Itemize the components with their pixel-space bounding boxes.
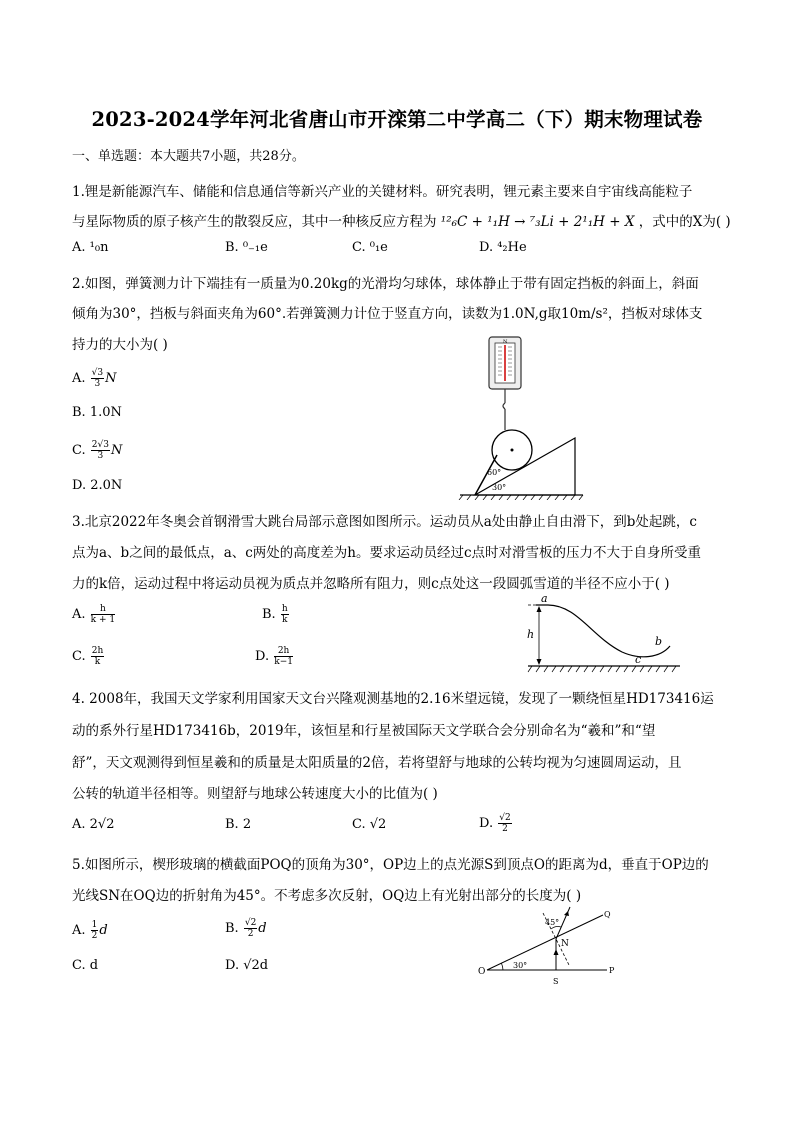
q5-line1: 5.如图所示，楔形玻璃的横截面POQ的顶角为30°，OP边上的点光源S到顶点O的距离为d，垂直于OP边的 bbox=[72, 857, 709, 873]
q2-option-c[interactable] bbox=[72, 440, 122, 461]
q3-option-d-label: D. bbox=[255, 649, 270, 664]
q4-option-d-denominator: 2 bbox=[502, 824, 508, 834]
q4-option-d[interactable] bbox=[479, 813, 513, 834]
q1-equation: ¹²₆C + ¹₁H → ⁷₃Li + 2¹₁H + X bbox=[440, 214, 635, 230]
q4-line3: 舒”，天文观测得到恒星羲和的质量是太阳质量的2倍，若将望舒与地球的公转均视为匀速圆周运动，且 bbox=[72, 755, 682, 771]
q3-line3: 力的k倍，运动过程中将运动员视为质点并忽略所有阻力，则c点处这一段圆弧雪道的半径不应小于( ) bbox=[72, 576, 670, 592]
section-heading: 一、单选题：本大题共7小题，共28分。 bbox=[72, 149, 305, 164]
q5-figure bbox=[475, 903, 625, 993]
height-h-label: h bbox=[527, 628, 535, 641]
point-c-label: c bbox=[635, 653, 642, 666]
q2-line1: 2.如图，弹簧测力计下端挂有一质量为0.20kg的光滑均匀球体，球体静止于带有固定挡板的斜面上，斜面 bbox=[72, 276, 699, 292]
q5-option-a-label: A. bbox=[72, 923, 86, 938]
height-arrow-top bbox=[537, 606, 542, 612]
q3-option-a-numerator: h bbox=[91, 604, 115, 615]
q4-option-d-numerator: √2 bbox=[499, 813, 511, 823]
point-b-label: b bbox=[655, 635, 663, 648]
label-P: P bbox=[609, 966, 615, 975]
q5-option-b-fraction bbox=[244, 918, 257, 939]
q3-option-c-fraction bbox=[91, 646, 105, 667]
q3-option-c-denominator: k bbox=[94, 657, 101, 667]
label-Q: Q bbox=[604, 910, 611, 919]
q2-option-c-denominator: 3 bbox=[97, 451, 104, 461]
q4-option-a[interactable]: A. 2√2 bbox=[72, 817, 115, 832]
q2-figure bbox=[455, 335, 590, 500]
q3-option-b-fraction bbox=[281, 604, 289, 625]
q5-line2: 光线SN在OQ边的折射角为45°。不考虑多次反射，OQ边上有光射出部分的长度为( ) bbox=[72, 888, 582, 904]
q2-line3: 持力的大小为( ) bbox=[72, 337, 168, 353]
q2-option-a[interactable] bbox=[72, 368, 117, 389]
label-O: O bbox=[478, 967, 486, 977]
spring-scale bbox=[489, 337, 521, 409]
q3-option-c-numerator: 2h bbox=[91, 646, 104, 656]
q1-option-d[interactable]: D. ⁴₂He bbox=[479, 240, 527, 255]
q5-option-a-unit: d bbox=[99, 923, 108, 938]
q2-option-d[interactable]: D. 2.0N bbox=[72, 478, 123, 493]
angle-60-label: 60° bbox=[487, 468, 502, 477]
q3-option-d-numerator: 2h bbox=[274, 646, 293, 657]
q1-line2 bbox=[72, 210, 731, 230]
q1-line2-end: ，式中的X为( ) bbox=[638, 214, 731, 230]
q3-option-d-fraction bbox=[274, 646, 293, 667]
q5-option-b-unit: d bbox=[258, 921, 267, 936]
height-arrow-bottom bbox=[537, 659, 542, 665]
q1-option-c[interactable]: C. ⁰₁e bbox=[352, 240, 388, 255]
label-N: N bbox=[561, 939, 569, 949]
q5-option-d[interactable]: D. √2d bbox=[225, 958, 269, 973]
q2-option-a-fraction bbox=[91, 368, 104, 389]
q3-option-b-numerator: h bbox=[281, 604, 288, 614]
angle-30-arc bbox=[502, 964, 504, 971]
q2-option-b[interactable]: B. 1.0N bbox=[72, 405, 122, 420]
q3-option-a[interactable] bbox=[72, 604, 116, 625]
q5-option-b-label: B. bbox=[225, 921, 239, 936]
q1-line1: 1.锂是新能源汽车、储能和信息通信等新兴产业的关键材料。研究表明，锂元素主要来自宇宙线高能粒子 bbox=[72, 184, 693, 200]
q2-option-c-fraction bbox=[91, 440, 110, 461]
q2-option-c-unit: N bbox=[110, 443, 123, 458]
q2-option-c-numerator: 2√3 bbox=[91, 440, 109, 450]
label-S: S bbox=[553, 977, 559, 986]
scale-unit-label: N bbox=[503, 339, 508, 345]
angle-30-label: 30° bbox=[492, 483, 507, 492]
q4-line1: 4. 2008年，我国天文学家利用国家天文台兴隆观测基地的2.16米望远镜，发现了一颗绕恒星HD173416运 bbox=[72, 691, 714, 707]
q5-option-b-denominator: 2 bbox=[247, 929, 254, 939]
q3-figure bbox=[522, 592, 687, 680]
q4-option-b[interactable]: B. 2 bbox=[225, 817, 252, 832]
q5-option-a-fraction bbox=[91, 920, 99, 941]
label-angle-45: 45° bbox=[545, 918, 560, 927]
q1-line2-text: 与星际物质的原子核产生的散裂反应，其中一种核反应方程为 bbox=[72, 214, 437, 230]
q2-option-a-numerator: √3 bbox=[91, 368, 104, 378]
q3-line1: 3.北京2022年冬奥会首钢滑雪大跳台局部示意图如图所示。运动员从a处由静止自由滑下，到b处起跳，c bbox=[72, 514, 697, 530]
q3-option-a-fraction bbox=[91, 604, 115, 625]
q3-option-c-label: C. bbox=[72, 649, 86, 664]
q4-option-d-fraction bbox=[498, 813, 511, 834]
q3-option-b-label: B. bbox=[262, 607, 276, 622]
page-title: 2023-2024学年河北省唐山市开滦第二中学高二（下）期末物理试卷 bbox=[91, 108, 703, 131]
q3-option-a-denominator: k + 1 bbox=[90, 615, 116, 625]
q3-option-d-denominator: k−1 bbox=[274, 657, 293, 667]
label-angle-30: 30° bbox=[513, 961, 528, 970]
ball-center bbox=[511, 449, 514, 452]
q1-option-a[interactable]: A. ¹₀n bbox=[72, 240, 109, 255]
q2-option-a-denominator: 3 bbox=[94, 379, 101, 389]
ray-SN-arrow bbox=[554, 949, 559, 955]
q3-option-d[interactable] bbox=[255, 646, 294, 667]
q4-option-c[interactable]: C. √2 bbox=[352, 817, 387, 832]
q5-option-b-numerator: √2 bbox=[244, 918, 257, 928]
q5-option-a-denominator: 2 bbox=[91, 931, 98, 941]
q5-option-c[interactable]: C. d bbox=[72, 958, 99, 973]
q3-line2: 点为a、b之间的最低点，a、c两处的高度差为h。要求运动员经过c点时对滑雪板的压力不大于自身所受重 bbox=[72, 545, 702, 561]
q4-line2: 动的系外行星HD173416b，2019年，该恒星和行星被国际天文学联合会分别命名为“羲和”和“望 bbox=[72, 723, 656, 739]
q3-option-c[interactable] bbox=[72, 646, 105, 667]
q2-option-c-label: C. bbox=[72, 443, 86, 458]
q2-line2: 倾角为30°，挡板与斜面夹角为60°.若弹簧测力计位于竖直方向，读数为1.0N,g取10m/s²，挡板对球体支 bbox=[72, 306, 703, 322]
ground-hatch bbox=[528, 666, 676, 672]
q4-option-d-label: D. bbox=[479, 816, 494, 831]
q4-line4: 公转的轨道半径相等。则望舒与地球公转速度大小的比值为( ) bbox=[72, 786, 438, 802]
q5-option-b[interactable] bbox=[225, 918, 267, 939]
q2-option-a-label: A. bbox=[72, 371, 86, 386]
q3-option-b-denominator: k bbox=[281, 615, 288, 625]
q5-option-a[interactable] bbox=[72, 920, 108, 941]
q5-option-a-numerator: 1 bbox=[91, 920, 98, 930]
q2-option-a-unit: N bbox=[105, 371, 117, 386]
ski-slope bbox=[536, 605, 670, 657]
q3-option-a-label: A. bbox=[72, 607, 86, 622]
ground-hatch bbox=[459, 495, 583, 500]
point-a-label: a bbox=[541, 592, 548, 605]
q3-option-b[interactable] bbox=[262, 604, 290, 625]
q1-option-b[interactable]: B. ⁰₋₁e bbox=[225, 240, 268, 255]
